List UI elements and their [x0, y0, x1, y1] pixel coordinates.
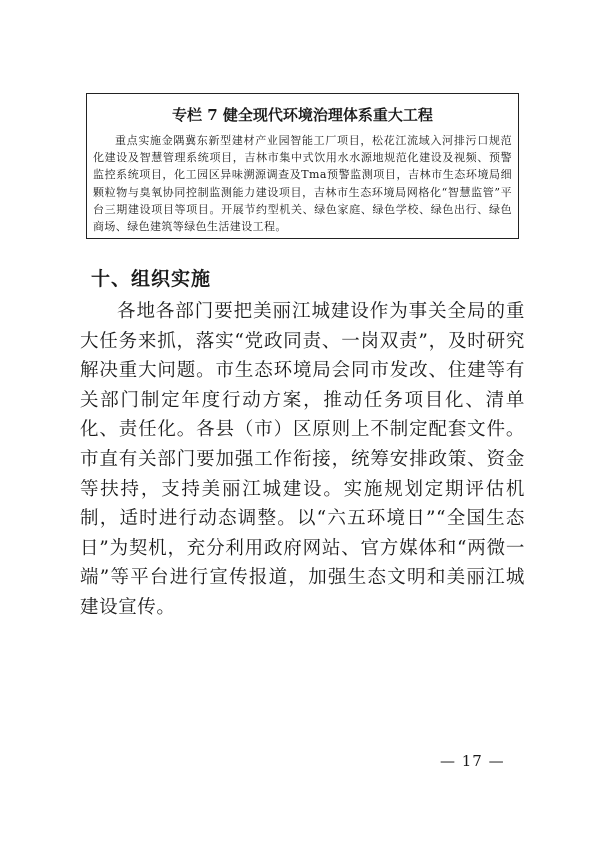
- section-heading: 十、组织实施: [91, 268, 212, 290]
- feature-box-body: 重点实施金隅冀东新型建材产业园智能工厂项目，松花江流域入河排污口规范化建设及智慧管理系统项目，吉林市集中式饮用水水源地规范化建设及视频、预警监控系统项目，化工园区异味溯源调查及Tma预警监测项目，吉林市生态环境局细颗粒物与臭氧协同控制监测能力建设项目，吉林市生态环境局网格化“智慧监管”平台三期建设项目等项目。开展节约型机关、绿色家庭、绿色学校、绿色出行、绿色商场、绿色建筑等绿色生活建设工程。: [93, 134, 512, 234]
- section-paragraph: 各地各部门要把美丽江城建设作为事关全局的重大任务来抓，落实“党政同责、一岗双责”，及时研究解决重大问题。市生态环境局会同市发改、住建等有关部门制定年度行动方案，推动任务项目化、清单化、责任化。各县（市）区原则上不制定配套文件。市直有关部门要加强工作衔接，统筹安排政策、资金等扶持，支持美丽江城建设。实施规划定期评估机制，适时进行动态调整。以“六五环境日”“全国生态日”为契机，充分利用政府网站、官方媒体和“两微一端”等平台进行宣传报道，加强生态文明和美丽江城建设宣传。: [80, 301, 525, 618]
- page-number: — 17 —: [440, 752, 505, 770]
- feature-box-title: 专栏 7 健全现代环境治理体系重大工程: [172, 106, 433, 124]
- feature-box: [86, 93, 519, 239]
